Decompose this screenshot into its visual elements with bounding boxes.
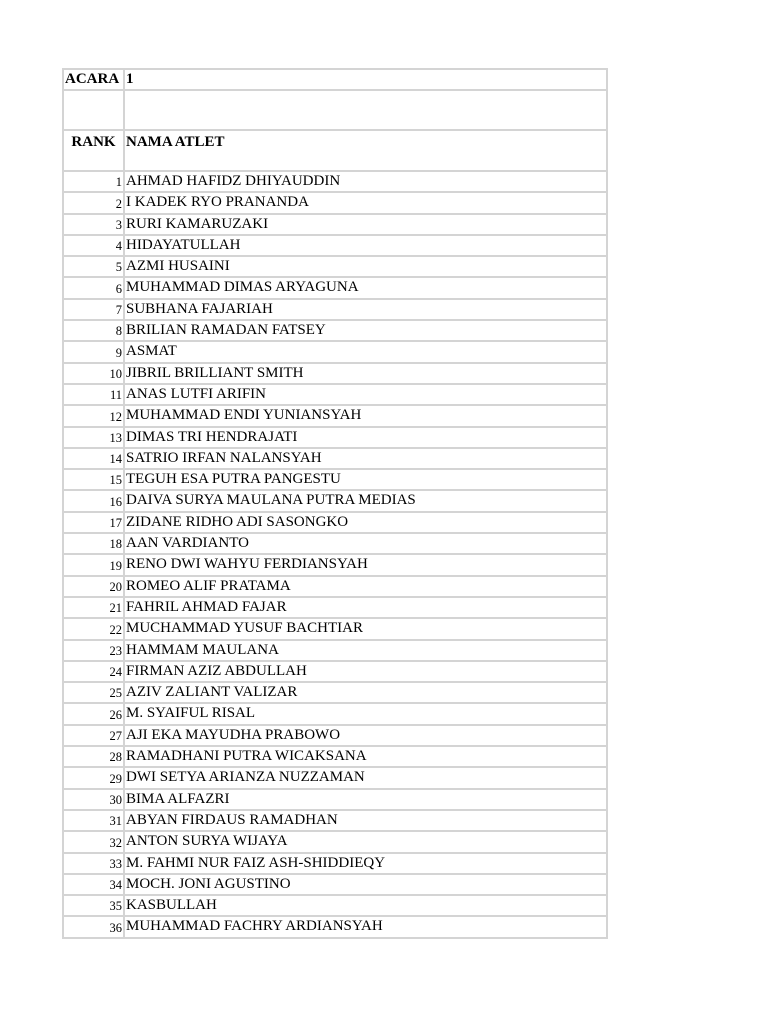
table-row bbox=[63, 725, 607, 746]
rank-cell[interactable]: 4 bbox=[63, 235, 124, 256]
rank-cell[interactable]: 13 bbox=[63, 427, 124, 448]
athlete-name-cell[interactable]: FAHRIL AHMAD FAJAR bbox=[124, 597, 607, 618]
table-row bbox=[63, 448, 607, 469]
rank-cell[interactable]: 5 bbox=[63, 256, 124, 277]
empty-cell[interactable] bbox=[124, 90, 607, 130]
athlete-name-cell[interactable]: KASBULLAH bbox=[124, 895, 607, 916]
athlete-name-cell[interactable]: RURI KAMARUZAKI bbox=[124, 214, 607, 235]
event-label-cell[interactable]: ACARA bbox=[63, 69, 124, 90]
athlete-name-cell[interactable]: SATRIO IRFAN NALANSYAH bbox=[124, 448, 607, 469]
rank-cell[interactable]: 36 bbox=[63, 916, 124, 937]
blank-row bbox=[63, 90, 607, 130]
rank-cell[interactable]: 19 bbox=[63, 554, 124, 575]
rank-cell[interactable]: 24 bbox=[63, 661, 124, 682]
table-row bbox=[63, 384, 607, 405]
rank-cell[interactable]: 29 bbox=[63, 767, 124, 788]
athlete-name-cell[interactable]: RENO DWI WAHYU FERDIANSYAH bbox=[124, 554, 607, 575]
table-row bbox=[63, 363, 607, 384]
table-row bbox=[63, 341, 607, 362]
results-sheet bbox=[62, 68, 606, 939]
table-row bbox=[63, 618, 607, 639]
rank-cell[interactable]: 31 bbox=[63, 810, 124, 831]
athlete-name-cell[interactable]: MUHAMMAD ENDI YUNIANSYAH bbox=[124, 405, 607, 426]
athlete-name-cell[interactable]: AJI EKA MAYUDHA PRABOWO bbox=[124, 725, 607, 746]
rank-cell[interactable]: 34 bbox=[63, 874, 124, 895]
table-row bbox=[63, 469, 607, 490]
athlete-name-cell[interactable]: DWI SETYA ARIANZA NUZZAMAN bbox=[124, 767, 607, 788]
table-row bbox=[63, 640, 607, 661]
athlete-name-cell[interactable]: RAMADHANI PUTRA WICAKSANA bbox=[124, 746, 607, 767]
rank-cell[interactable]: 12 bbox=[63, 405, 124, 426]
rank-cell[interactable]: 18 bbox=[63, 533, 124, 554]
table-row bbox=[63, 192, 607, 213]
rank-cell[interactable]: 2 bbox=[63, 192, 124, 213]
athlete-name-cell[interactable]: SUBHANA FAJARIAH bbox=[124, 299, 607, 320]
table-row bbox=[63, 853, 607, 874]
rank-cell[interactable]: 33 bbox=[63, 853, 124, 874]
event-number-cell[interactable]: 1 bbox=[124, 69, 607, 90]
rank-cell[interactable]: 3 bbox=[63, 214, 124, 235]
rank-cell[interactable]: 21 bbox=[63, 597, 124, 618]
table-row bbox=[63, 235, 607, 256]
rank-cell[interactable]: 10 bbox=[63, 363, 124, 384]
rank-cell[interactable]: 30 bbox=[63, 789, 124, 810]
rank-cell[interactable]: 16 bbox=[63, 490, 124, 511]
athlete-name-cell[interactable]: ANAS LUTFI ARIFIN bbox=[124, 384, 607, 405]
rank-cell[interactable]: 11 bbox=[63, 384, 124, 405]
header-row bbox=[63, 130, 607, 171]
table-row bbox=[63, 214, 607, 235]
table-row bbox=[63, 703, 607, 724]
table-row bbox=[63, 533, 607, 554]
rank-cell[interactable]: 8 bbox=[63, 320, 124, 341]
table-row bbox=[63, 490, 607, 511]
athlete-name-cell[interactable]: TEGUH ESA PUTRA PANGESTU bbox=[124, 469, 607, 490]
rank-cell[interactable]: 14 bbox=[63, 448, 124, 469]
rank-cell[interactable]: 28 bbox=[63, 746, 124, 767]
rank-cell[interactable]: 32 bbox=[63, 831, 124, 852]
rank-cell[interactable]: 7 bbox=[63, 299, 124, 320]
event-title-row bbox=[63, 69, 607, 90]
rank-cell[interactable]: 20 bbox=[63, 576, 124, 597]
table-row bbox=[63, 576, 607, 597]
athlete-name-cell[interactable]: HIDAYATULLAH bbox=[124, 235, 607, 256]
table-row bbox=[63, 256, 607, 277]
table-row bbox=[63, 682, 607, 703]
rank-cell[interactable]: 9 bbox=[63, 341, 124, 362]
rank-cell[interactable]: 17 bbox=[63, 512, 124, 533]
table-row bbox=[63, 661, 607, 682]
table-row bbox=[63, 512, 607, 533]
results-table bbox=[62, 68, 608, 939]
rank-cell[interactable]: 35 bbox=[63, 895, 124, 916]
table-row bbox=[63, 554, 607, 575]
table-row bbox=[63, 171, 607, 192]
rank-cell[interactable]: 23 bbox=[63, 640, 124, 661]
rank-cell[interactable]: 15 bbox=[63, 469, 124, 490]
rank-cell[interactable]: 1 bbox=[63, 171, 124, 192]
table-row bbox=[63, 299, 607, 320]
table-row bbox=[63, 320, 607, 341]
empty-cell[interactable] bbox=[63, 90, 124, 130]
athlete-name-cell[interactable]: DAIVA SURYA MAULANA PUTRA MEDIAS bbox=[124, 490, 607, 511]
athlete-name-cell[interactable]: MUHAMMAD DIMAS ARYAGUNA bbox=[124, 277, 607, 298]
rank-cell[interactable]: 27 bbox=[63, 725, 124, 746]
rank-cell[interactable]: 25 bbox=[63, 682, 124, 703]
table-row bbox=[63, 810, 607, 831]
rank-cell[interactable]: 26 bbox=[63, 703, 124, 724]
table-row bbox=[63, 916, 607, 937]
athlete-name-cell[interactable]: MUHAMMAD FACHRY ARDIANSYAH bbox=[124, 916, 607, 937]
rank-cell[interactable]: 22 bbox=[63, 618, 124, 639]
athlete-name-cell[interactable]: ANTON SURYA WIJAYA bbox=[124, 831, 607, 852]
table-row bbox=[63, 405, 607, 426]
rank-header-cell[interactable]: RANK bbox=[63, 130, 124, 171]
rank-cell[interactable]: 6 bbox=[63, 277, 124, 298]
table-row bbox=[63, 427, 607, 448]
athlete-name-cell[interactable]: HAMMAM MAULANA bbox=[124, 640, 607, 661]
athlete-name-cell[interactable]: I KADEK RYO PRANANDA bbox=[124, 192, 607, 213]
athlete-name-cell[interactable]: AZMI HUSAINI bbox=[124, 256, 607, 277]
athlete-name-cell[interactable]: ZIDANE RIDHO ADI SASONGKO bbox=[124, 512, 607, 533]
athlete-name-cell[interactable]: ROMEO ALIF PRATAMA bbox=[124, 576, 607, 597]
athlete-name-cell[interactable]: AZIV ZALIANT VALIZAR bbox=[124, 682, 607, 703]
athlete-name-cell[interactable]: JIBRIL BRILLIANT SMITH bbox=[124, 363, 607, 384]
table-row bbox=[63, 789, 607, 810]
athlete-name-cell[interactable]: FIRMAN AZIZ ABDULLAH bbox=[124, 661, 607, 682]
table-row bbox=[63, 767, 607, 788]
table-row bbox=[63, 874, 607, 895]
table-row bbox=[63, 895, 607, 916]
athlete-name-cell[interactable]: M. FAHMI NUR FAIZ ASH-SHIDDIEQY bbox=[124, 853, 607, 874]
athlete-name-cell[interactable]: MOCH. JONI AGUSTINO bbox=[124, 874, 607, 895]
athlete-name-cell[interactable]: BIMA ALFAZRI bbox=[124, 789, 607, 810]
athlete-name-cell[interactable]: DIMAS TRI HENDRAJATI bbox=[124, 427, 607, 448]
athlete-name-cell[interactable]: MUCHAMMAD YUSUF BACHTIAR bbox=[124, 618, 607, 639]
table-row bbox=[63, 746, 607, 767]
athlete-name-header-cell[interactable]: NAMA ATLET bbox=[124, 130, 607, 171]
table-row bbox=[63, 277, 607, 298]
table-row bbox=[63, 597, 607, 618]
athlete-name-cell[interactable]: AAN VARDIANTO bbox=[124, 533, 607, 554]
athlete-name-cell[interactable]: AHMAD HAFIDZ DHIYAUDDIN bbox=[124, 171, 607, 192]
athlete-name-cell[interactable]: BRILIAN RAMADAN FATSEY bbox=[124, 320, 607, 341]
athlete-name-cell[interactable]: ASMAT bbox=[124, 341, 607, 362]
results-table-body bbox=[63, 69, 607, 938]
athlete-name-cell[interactable]: ABYAN FIRDAUS RAMADHAN bbox=[124, 810, 607, 831]
table-row bbox=[63, 831, 607, 852]
athlete-name-cell[interactable]: M. SYAIFUL RISAL bbox=[124, 703, 607, 724]
